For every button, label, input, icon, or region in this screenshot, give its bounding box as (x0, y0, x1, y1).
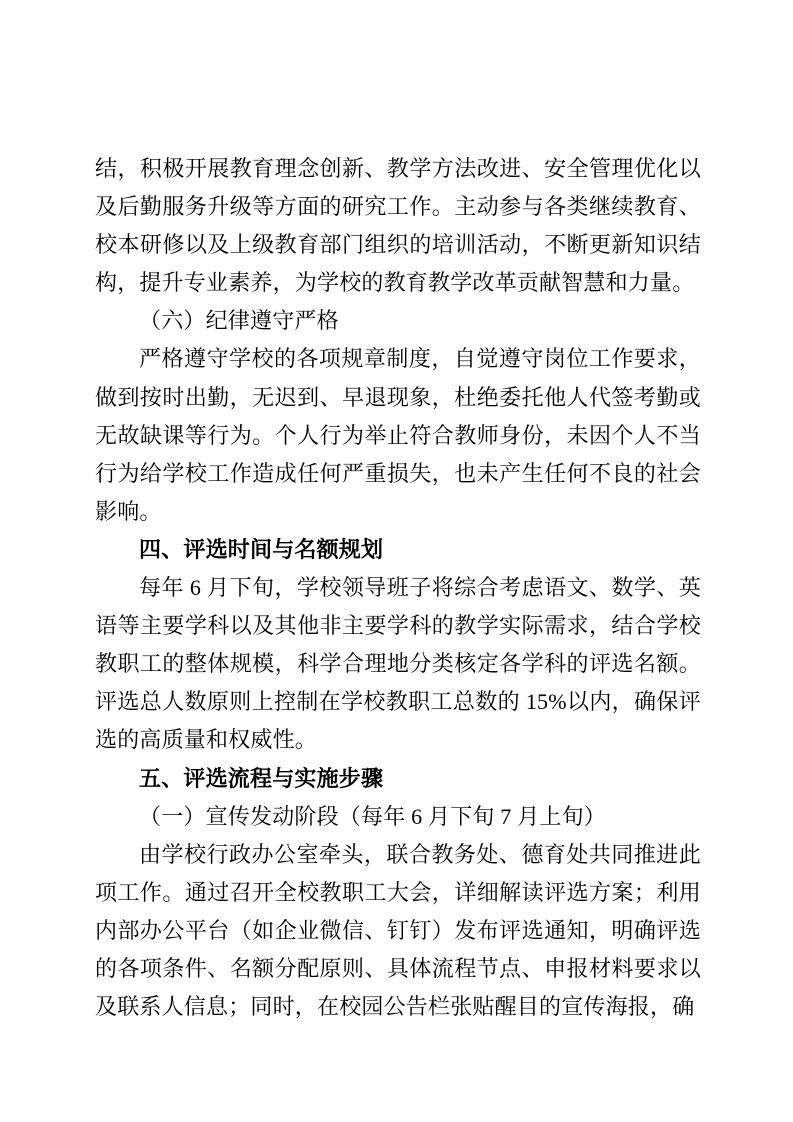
paragraph-continuation: 结，积极开展教育理念创新、教学方法改进、安全管理优化以及后勤服务升级等方面的研究工作。主动参与各类继续教育、校本研修以及上级教育部门组织的培训活动，不断更新知识结构，提升专业素养，为学校的教育教学改革贡献智慧和力量。 (95, 156, 701, 296)
heading-section-five: 五、评选流程与实施步骤 (139, 765, 384, 791)
paragraph-discipline: 严格遵守学校的各项规章制度，自觉遵守岗位工作要求，做到按时出勤，无迟到、早退现象，杜绝委托他人代签考勤或无故缺课等行为。个人行为举止符合教师身份，未因个人不当行为给学校工作造成任何严重损失，也未产生任何不良的社会影响。 (95, 346, 701, 524)
paragraph-quota-planning: 每年 6 月下旬，学校领导班子将综合考虑语文、数学、英语等主要学科以及其他非主要学科的教学实际需求，结合学校教职工的整体规模，科学合理地分类核定各学科的评选名额。评选总人数原则上控制在学校教职工总数的 15%以内，确保评选的高质量和权威性。 (95, 575, 701, 753)
heading-section-four: 四、评选时间与名额规划 (139, 536, 384, 562)
subheading-stage-one: （一）宣传发动阶段（每年 6 月下旬 7 月上旬） (139, 803, 607, 829)
document-body (95, 150, 701, 1026)
paragraph-publicity-stage: 由学校行政办公室牵头，联合教务处、德育处共同推进此项工作。通过召开全校教职工大会，详细解读评选方案；利用内部办公平台（如企业微信、钉钉）发布评选通知，明确评选的各项条件、名额分配原则、具体流程节点、申报材料要求以及联系人信息；同时，在校园公告栏张贴醒目的宣传海报，确 (95, 841, 701, 1020)
subheading-section-six: （六）纪律遵守严格 (139, 308, 339, 334)
